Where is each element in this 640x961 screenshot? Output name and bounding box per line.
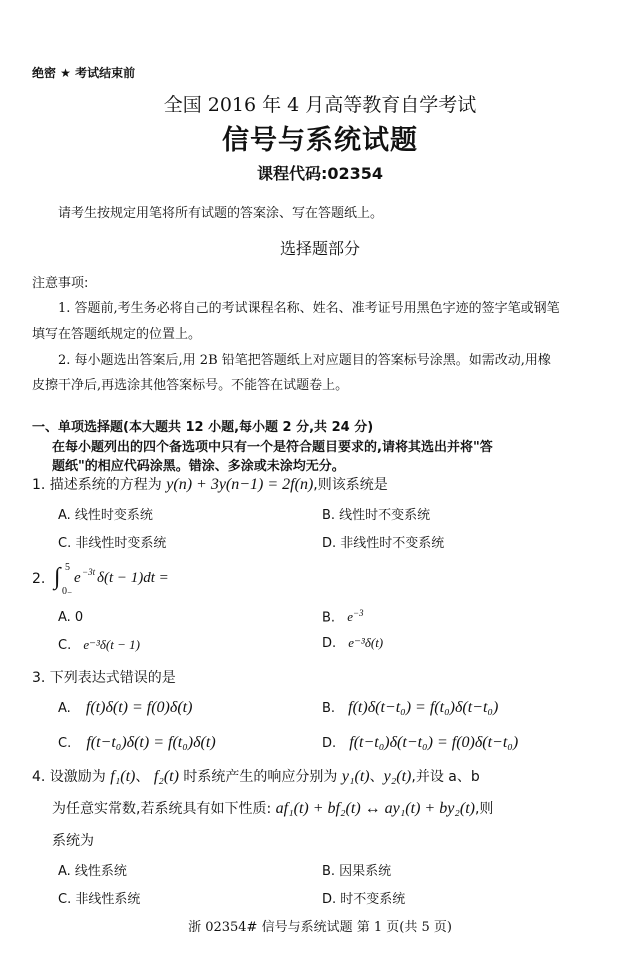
page-title: 信号与系统试题 — [222, 125, 418, 156]
page-footer: 浙 02354# 信号与系统试题 第 1 页(共 5 页) — [188, 920, 452, 935]
course-code: 课程代码:02354 — [256, 164, 384, 183]
q4-option-b: B. 因果系统 — [322, 864, 392, 879]
integrand-exponent: −3t — [82, 567, 96, 577]
notes-item-1-cont: 填写在答题纸规定的位置上。 — [32, 327, 202, 342]
q2-option-a: A. 0 — [58, 610, 84, 625]
q4-option-c: C. 非线性系统 — [58, 892, 141, 907]
integrand-base: e — [74, 570, 81, 586]
q1-option-c: C. 非线性时变系统 — [58, 536, 167, 551]
notes-heading: 注意事项: — [32, 276, 89, 291]
integrand-rest: δ(t − 1)dt = — [97, 570, 169, 586]
question-3-stem: 3. 下列表达式错误的是 — [32, 670, 176, 686]
question-1-stem — [32, 474, 388, 494]
question-1-prefix: 1. 描述系统的方程为 — [32, 477, 162, 493]
exam-line: 全国 2016 年 4 月高等教育自学考试 — [163, 94, 477, 116]
question-1-suffix: ,则该系统是 — [313, 477, 388, 493]
q2-option-b: B. $e^{-3}$ — [322, 608, 364, 626]
question-1-equation: y(n) + 3y(n−1) = 2f(n) — [166, 476, 314, 493]
part1-desc-2: 题纸"的相应代码涂黑。错涂、多涂或未涂均无分。 — [52, 459, 345, 474]
part1-desc-1: 在每小题列出的四个备选项中只有一个是符合题目要求的,请将其选出并将"答 — [52, 440, 493, 455]
q1-option-a: A. 线性时变系统 — [58, 508, 153, 523]
q2-option-d: D. e⁻³δ(t) — [322, 635, 384, 651]
q1-option-b: B. 线性时不变系统 — [322, 508, 431, 523]
q4-option-d: D. 时不变系统 — [322, 892, 406, 907]
notes-item-1: 1. 答题前,考生务必将自己的考试课程名称、姓名、准考证号用黑色字迹的签字笔或钢笔 — [58, 301, 560, 316]
question-4-line-3: 系统为 — [52, 833, 94, 849]
question-4-line-1: 4. 设激励为 f₁(t)、 f₂(t) 时系统产生的响应分别为 y₁(t)、y₂(t),并设 a、b — [32, 768, 480, 785]
q1-option-d: D. 非线性时不变系统 — [322, 536, 445, 551]
question-4-line-2: 为任意实常数,若系统具有如下性质: af₁(t) + bf₂(t) ↔ ay₁(t) + by₂(t),则 — [52, 800, 494, 817]
integral-lower-limit: 0₋ — [62, 586, 73, 597]
q3-option-b: B. f(t)δ(t−t₀) = f(t₀)δ(t−t₀) — [322, 699, 499, 716]
part1-heading: 一、单项选择题(本大题共 12 小题,每小题 2 分,共 24 分) — [32, 420, 374, 435]
confidential-note: 绝密 ★ 考试结束前 — [32, 66, 136, 80]
notes-item-2-cont: 皮擦干净后,再选涂其他答案标号。不能答在试题卷上。 — [32, 378, 349, 393]
q2-option-c: C. e⁻³δ(t − 1) — [58, 637, 140, 653]
q3-option-a: A. f(t)δ(t) = f(0)δ(t) — [58, 699, 193, 716]
integral-upper-limit: 5 — [65, 562, 70, 573]
q4-option-a: A. 线性系统 — [58, 864, 127, 879]
question-2-number: 2. — [32, 571, 46, 587]
integral-sign: ∫ — [54, 564, 61, 590]
instruction: 请考生按规定用笔将所有试题的答案涂、写在答题纸上。 — [58, 206, 384, 221]
notes-item-2: 2. 每小题选出答案后,用 2B 铅笔把答题纸上对应题目的答案标号涂黑。如需改动,用橡 — [58, 353, 551, 368]
q3-option-c: C. f(t−t₀)δ(t) = f(t₀)δ(t) — [58, 734, 216, 751]
section-title: 选择题部分 — [279, 239, 360, 258]
q3-option-d: D. f(t−t₀)δ(t−t₀) = f(0)δ(t−t₀) — [322, 734, 519, 751]
